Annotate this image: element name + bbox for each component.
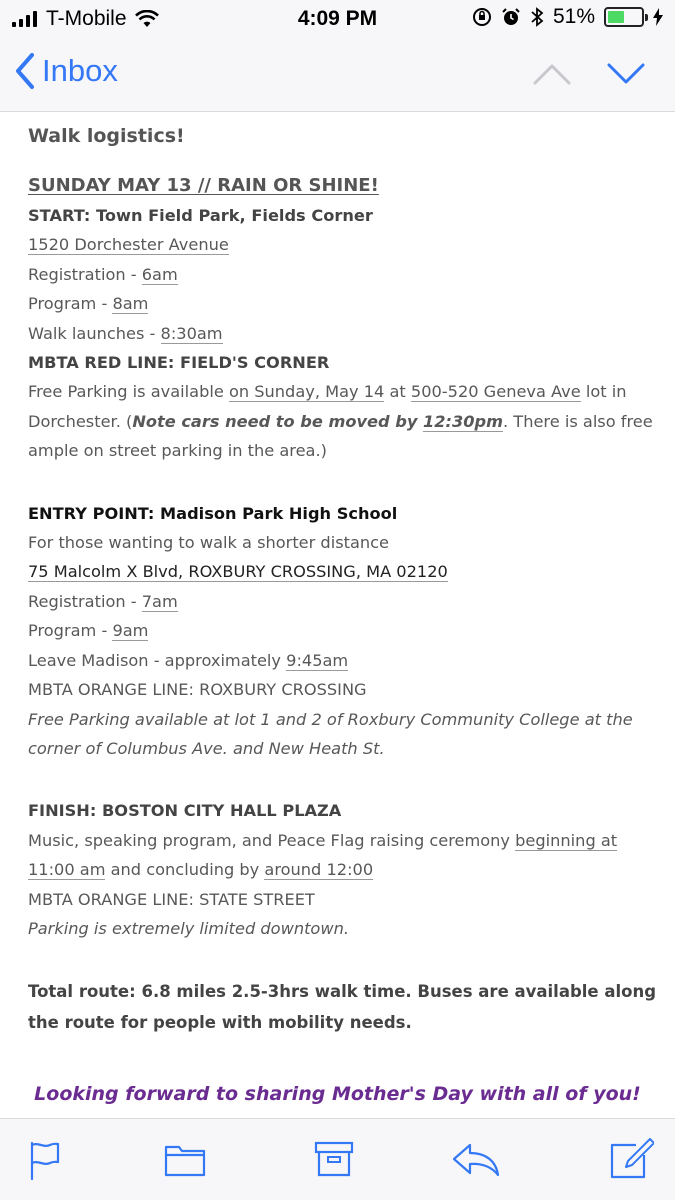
start-parking-date[interactable]: on Sunday, May 14 xyxy=(228,382,385,402)
flag-icon[interactable] xyxy=(28,1141,62,1181)
folder-icon[interactable] xyxy=(164,1143,206,1177)
event-date xyxy=(28,171,658,201)
start-program xyxy=(28,289,658,318)
entry-leave xyxy=(28,646,658,675)
start-parking-note: Note cars need to be moved by xyxy=(132,411,424,431)
entry-program-time[interactable]: 9am xyxy=(112,621,149,641)
section-spacer xyxy=(28,466,658,499)
start-parking-text: Free Parking is available xyxy=(28,382,229,402)
entry-registration xyxy=(28,587,658,616)
clock: 4:09 PM xyxy=(297,7,378,30)
bottom-toolbar xyxy=(0,1118,675,1200)
start-parking-lot: lot in Dorchester. ( xyxy=(28,382,627,431)
start-parking-at: at xyxy=(384,382,411,402)
chevron-left-icon xyxy=(14,52,36,90)
finish-parking: Parking is extremely limited downtown. xyxy=(28,918,349,938)
start-program-label: Program - xyxy=(28,294,113,314)
back-label: Inbox xyxy=(42,53,118,88)
section-spacer xyxy=(28,763,658,796)
start-mbta: MBTA RED LINE: FIELD'S CORNER xyxy=(28,353,330,373)
charging-icon xyxy=(653,8,663,26)
start-parking-address[interactable]: 500-520 Geneva Ave xyxy=(410,382,581,402)
compose-icon[interactable] xyxy=(608,1137,654,1181)
entry-leave-label: Leave Madison - approximately xyxy=(28,650,287,670)
entry-program-label: Program - xyxy=(28,621,113,641)
finish-heading: FINISH: BOSTON CITY HALL PLAZA xyxy=(28,801,342,821)
chevron-up-icon[interactable] xyxy=(532,60,572,86)
email-body xyxy=(28,112,658,1038)
start-parking xyxy=(28,377,658,465)
entry-registration-time[interactable]: 7am xyxy=(141,591,178,611)
carrier-name: T-Mobile xyxy=(46,7,127,30)
bluetooth-icon xyxy=(530,7,544,27)
start-registration-label: Registration - xyxy=(28,264,142,284)
status-bar xyxy=(0,0,675,40)
nav-bar xyxy=(0,40,675,112)
battery-percent: 51% xyxy=(552,5,595,28)
back-button[interactable] xyxy=(14,52,118,90)
alarm-icon xyxy=(501,7,521,27)
start-heading: START: Town Field Park, Fields Corner xyxy=(28,206,373,225)
entry-subtitle: For those wanting to walk a shorter distance xyxy=(28,533,390,553)
battery-icon xyxy=(604,7,644,27)
finish-description-text: Music, speaking program, and Peace Flag raising ceremony xyxy=(28,830,516,850)
archive-icon[interactable] xyxy=(314,1141,354,1177)
entry-program xyxy=(28,616,658,645)
event-date-day[interactable]: SUNDAY MAY 13 xyxy=(28,175,192,196)
entry-leave-time[interactable]: 9:45am xyxy=(286,650,349,670)
start-address xyxy=(28,230,658,259)
battery-fill xyxy=(608,11,624,23)
entry-registration-label: Registration - xyxy=(28,591,142,611)
finish-description-concluding: and concluding by xyxy=(105,860,265,880)
entry-mbta: MBTA ORANGE LINE: ROXBURY CROSSING xyxy=(28,680,367,700)
finish-description xyxy=(28,826,658,885)
finish-end-time[interactable]: around 12:00 xyxy=(264,860,374,880)
start-walk-launch xyxy=(28,319,658,348)
entry-heading: ENTRY POINT: Madison Park High School xyxy=(28,503,398,523)
section-spacer xyxy=(28,943,658,976)
start-parking-note-time[interactable]: 12:30pm xyxy=(423,411,504,431)
total-route: Total route: 6.8 miles 2.5-3hrs walk time. Buses are available along the route for people with mobility needs. xyxy=(28,982,657,1033)
start-registration-time[interactable]: 6am xyxy=(141,264,178,284)
finish-start-time[interactable]: beginning at 11:00 am xyxy=(28,830,618,880)
finish-mbta: MBTA ORANGE LINE: STATE STREET xyxy=(28,889,315,909)
chevron-down-icon[interactable] xyxy=(606,60,646,86)
start-walk-label: Walk launches - xyxy=(28,323,161,343)
status-right xyxy=(472,5,663,29)
start-walk-time[interactable]: 8:30am xyxy=(160,323,223,343)
start-parking-street: . There is also free ample on street parking in the area.) xyxy=(28,411,653,461)
start-registration xyxy=(28,260,658,289)
entry-address-link[interactable]: 75 Malcolm X Blvd, ROXBURY CROSSING, MA 02120 xyxy=(28,562,448,582)
start-program-time[interactable]: 8am xyxy=(112,294,149,314)
orientation-lock-icon xyxy=(472,7,492,27)
reply-icon[interactable] xyxy=(452,1143,500,1177)
entry-parking: Free Parking available at lot 1 and 2 of Roxbury Community College at the corner of Columbus Ave. and New Heath St. xyxy=(28,709,633,758)
start-address-link[interactable]: 1520 Dorchester Avenue xyxy=(28,235,229,255)
closing-message: Looking forward to sharing Mother's Day with all of you! xyxy=(34,1083,641,1105)
email-title: Walk logistics! xyxy=(28,125,185,147)
entry-address xyxy=(28,557,658,586)
event-date-note: // RAIN OR SHINE! xyxy=(191,175,379,196)
